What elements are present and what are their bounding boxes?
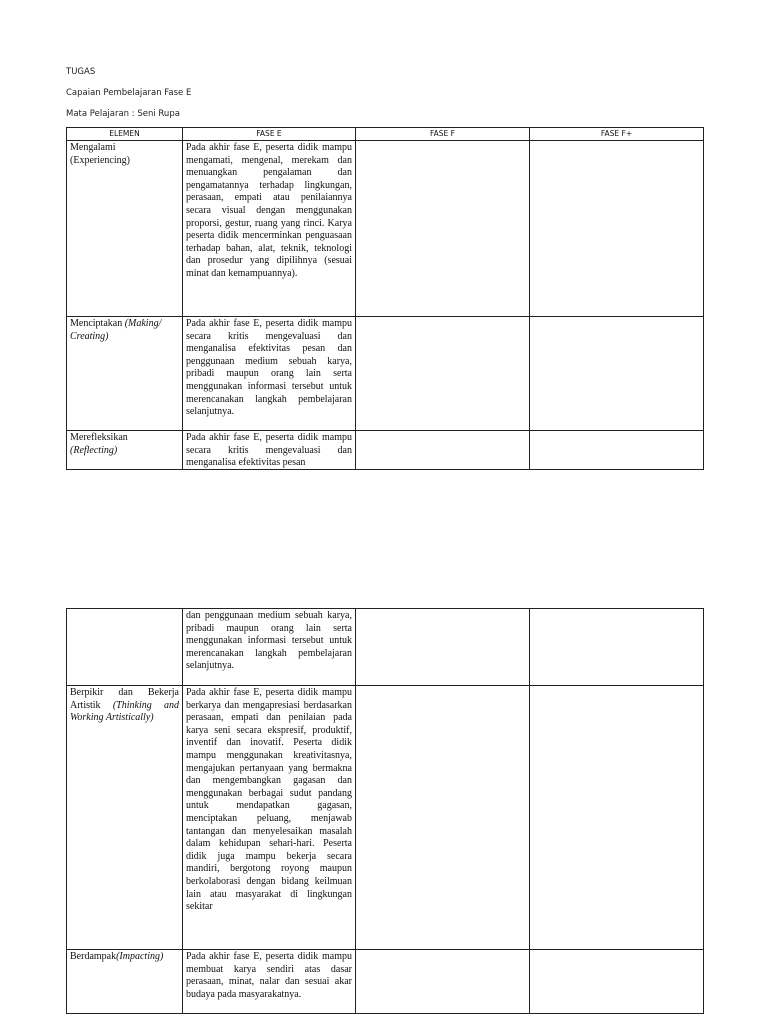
element-name: Berpikir dan Bekerja Artistik <box>70 687 179 711</box>
fase-e-cell: Pada akhir fase E, peserta didik mampu membuat karya sendiri atas dasar perasaan, minat, nalar dan sesuai akar budaya pada masyarakatnya. <box>183 950 356 1014</box>
element-cell <box>67 317 183 431</box>
fase-f-cell[interactable] <box>356 141 530 317</box>
fase-f-plus-cell[interactable] <box>530 686 704 950</box>
element-name: Merefleksikan <box>70 432 128 443</box>
fase-f-cell[interactable] <box>356 950 530 1014</box>
element-name-en: (Reflecting) <box>70 444 118 456</box>
element-name-en: (Thinking and Working Artistically) <box>70 699 180 724</box>
table-row <box>67 317 704 431</box>
fase-e-cell <box>183 431 356 470</box>
element-cell <box>67 950 183 1014</box>
fase-f-cell[interactable] <box>356 609 530 686</box>
element-name-en: (Making/ Creating) <box>70 318 162 342</box>
element-name-en: (Impacting) <box>116 951 164 962</box>
fase-f-cell[interactable] <box>356 686 530 950</box>
fase-f-plus-cell[interactable] <box>530 950 704 1014</box>
cp-table-page1 <box>66 127 704 470</box>
document-subtitle: Capaian Pembelajaran Fase E <box>66 88 192 98</box>
fase-e-text: Pada akhir fase E, peserta didik mampu secara kritis mengevaluasi dan menganalisa efektivitas pesan <box>186 432 352 469</box>
element-name: Berdampak <box>70 951 117 962</box>
document-title: TUGAS <box>66 67 96 77</box>
element-cell <box>67 141 183 317</box>
table-row <box>67 950 704 1014</box>
column-header-fase-f: FASE F <box>356 128 530 141</box>
element-cell <box>67 686 183 950</box>
table-row <box>67 686 704 950</box>
table-row <box>67 431 704 470</box>
fase-e-cell: Pada akhir fase E, peserta didik mampu secara kritis mengevaluasi dan menganalisa efektivitas pesan dan penggunaan medium sebuah karya, pribadi maupun orang lain serta menggunakan informasi tersebut untuk merencanakan langkah pembelajaran selanjutnya. <box>183 317 356 431</box>
fase-f-plus-cell[interactable] <box>530 431 704 470</box>
element-name: Mengalami <box>70 142 116 153</box>
fase-f-plus-cell[interactable] <box>530 141 704 317</box>
element-cell <box>67 609 183 686</box>
table-row <box>67 609 704 686</box>
fase-f-plus-cell[interactable] <box>530 609 704 686</box>
column-header-fase-f-plus: FASE F+ <box>530 128 704 141</box>
fase-e-cell: Pada akhir fase E, peserta didik mampu mengamati, mengenal, merekam dan menuangkan pengalaman dan pengamatannya terhadap lingkungan, perasaan, empati atau penilaiannya secara visual dengan menggunakan proporsi, gestur, ruang yang rinci. Karya peserta didik mencerminkan penguasaan terhadap bahan, alat, teknik, teknologi dan prosedur yang dipilihnya (sesuai minat dan kemampuannya). <box>183 141 356 317</box>
element-name-en: (Experiencing) <box>70 154 130 166</box>
subject-line: Mata Pelajaran : Seni Rupa <box>66 109 180 119</box>
fase-f-plus-cell[interactable] <box>530 317 704 431</box>
table-row <box>67 141 704 317</box>
table-header-row <box>67 128 704 141</box>
element-cell <box>67 431 183 470</box>
cp-table-page2 <box>66 608 704 1014</box>
element-name: Menciptakan <box>70 318 123 329</box>
fase-f-cell[interactable] <box>356 431 530 470</box>
fase-e-cell: Pada akhir fase E, peserta didik mampu berkarya dan mengapresiasi berdasarkan perasaan, empati dan penilaian pada karya seni secara ekspresif, produktif, inventif dan inovatif. Peserta didik mampu menggunakan kreativitasnya, mengajukan pertanyaan yang bermakna dan mengembangkan gagasan dan menggunakan berbagai sudut pandang untuk mendapatkan gagasan, menciptakan peluang, menjawab tantangan dan menyelesaikan masalah dalam kehidupan sehari-hari. Peserta didik juga mampu bekerja secara mandiri, bergotong royong maupun berkolaborasi dengan bidang keilmuan lain atau masyarakat di lingkungan sekitar <box>183 686 356 950</box>
fase-e-cell: dan penggunaan medium sebuah karya, pribadi maupun orang lain serta menggunakan informasi tersebut untuk merencanakan langkah pembelajaran selanjutnya. <box>183 609 356 686</box>
fase-f-cell[interactable] <box>356 317 530 431</box>
column-header-fase-e: FASE E <box>183 128 356 141</box>
column-header-elemen: ELEMEN <box>67 128 183 141</box>
